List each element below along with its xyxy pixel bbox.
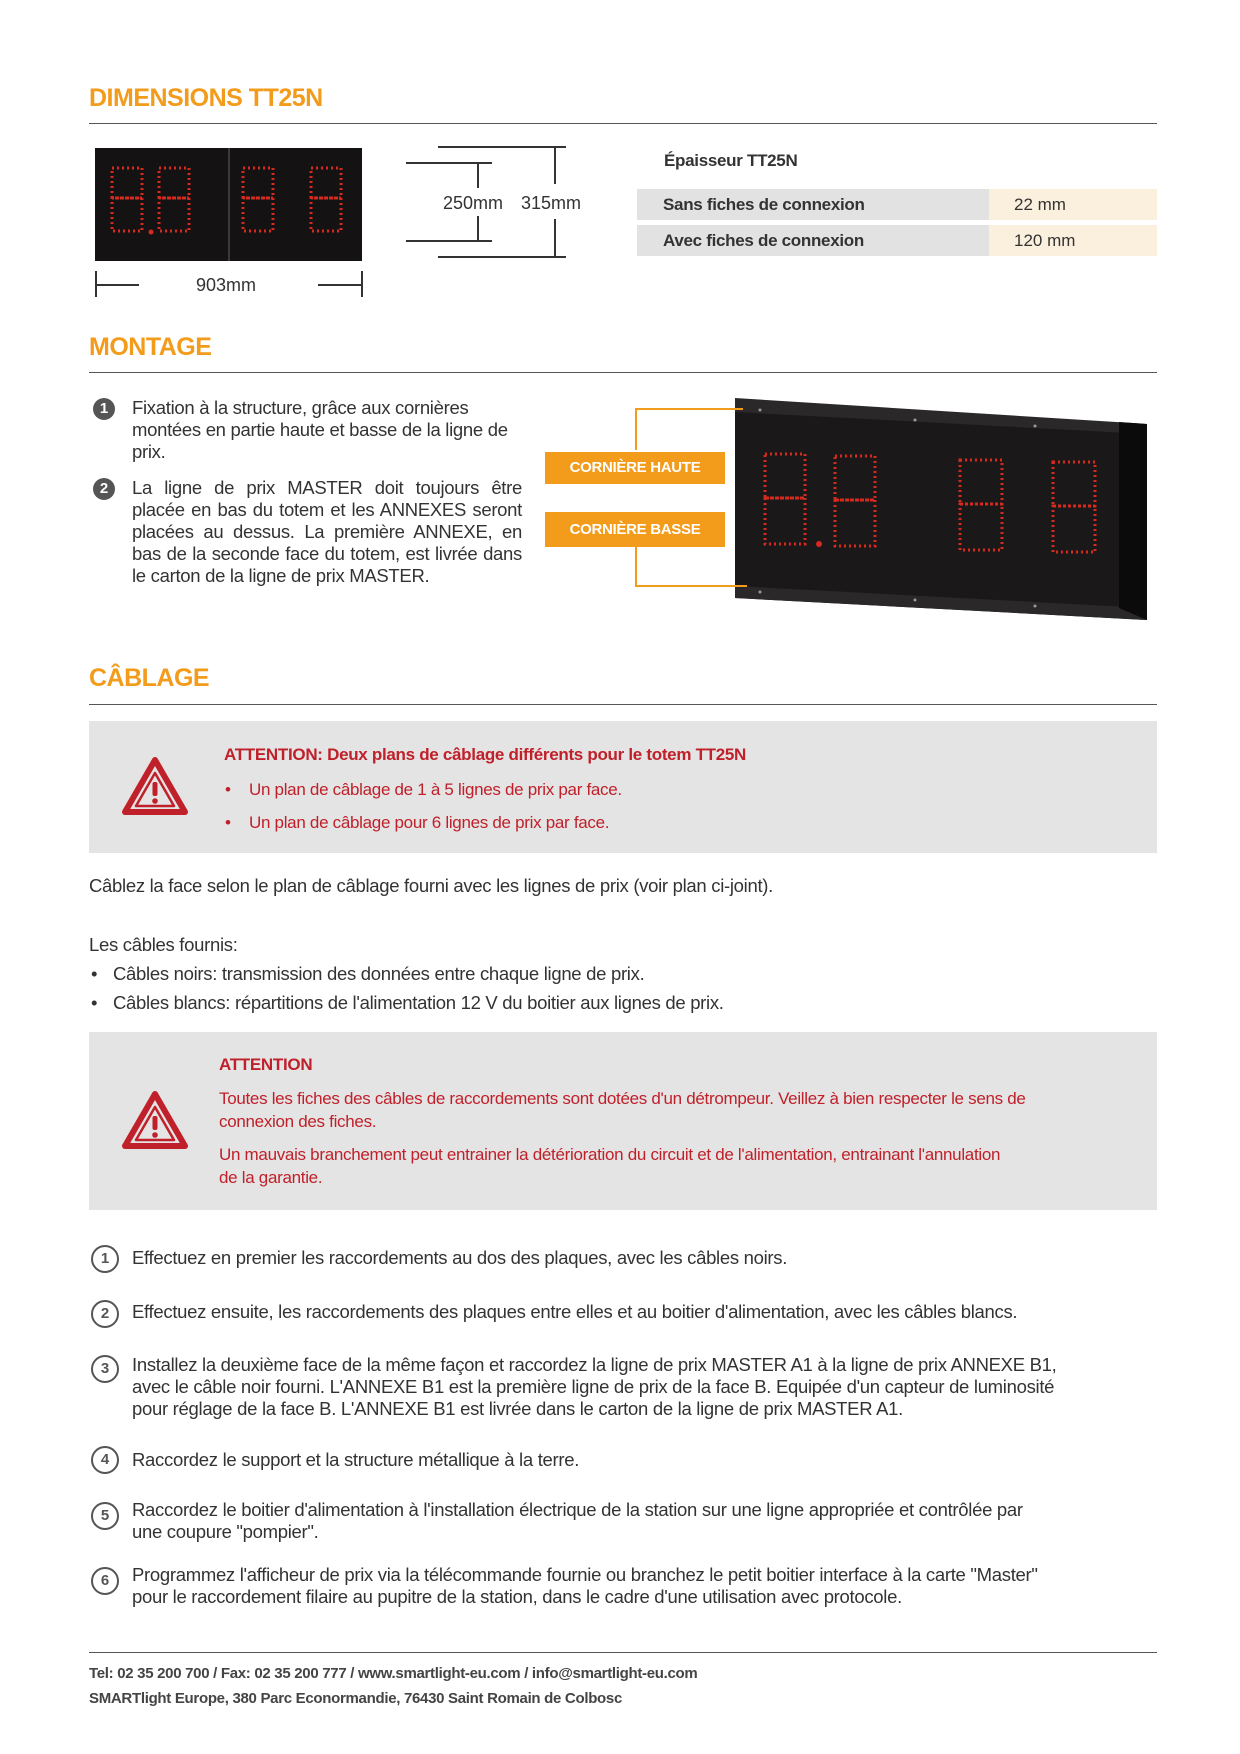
dimension-line xyxy=(95,284,139,286)
dimension-line xyxy=(318,284,362,286)
divider xyxy=(89,372,1157,373)
section-title-dimensions: DIMENSIONS TT25N xyxy=(89,84,323,112)
alert-text: Toutes les fiches des câbles de raccordements sont dotées d'un détrompeur. Veillez à bien respecter le sens de xyxy=(219,1089,1026,1108)
alert-text: connexion des fiches. xyxy=(219,1112,377,1131)
alert-title: ATTENTION: Deux plans de câblage différents pour le totem TT25N xyxy=(224,745,747,764)
callout-line xyxy=(635,585,747,587)
thickness-row-value: 120 mm xyxy=(989,225,1157,256)
thickness-row-label: Avec fiches de connexion xyxy=(637,225,989,256)
cable-item: Câbles blancs: répartitions de l'alimentation 12 V du boitier aux lignes de prix. xyxy=(113,992,724,1013)
step-number-badge: 6 xyxy=(91,1567,119,1595)
dimension-line xyxy=(554,146,556,184)
step-number-badge: 4 xyxy=(91,1446,119,1474)
dimension-line xyxy=(406,240,492,242)
montage-step-text: Fixation à la structure, grâce aux cornières montées en partie haute et basse de la ligne de prix. xyxy=(132,397,508,462)
dimension-line xyxy=(438,256,566,258)
cablage-step-line: une coupure "pompier". xyxy=(132,1521,319,1542)
callout-line xyxy=(635,408,637,450)
alert-title: ATTENTION xyxy=(219,1055,313,1074)
step-number-badge: 5 xyxy=(91,1502,119,1530)
callout-line xyxy=(635,408,743,410)
step-number-badge: 2 xyxy=(93,478,115,500)
led-display-front xyxy=(95,148,362,261)
cablage-step-line: Installez la deuxième face de la même façon et raccordez la ligne de prix MASTER A1 à la ligne de prix ANNEXE B1, xyxy=(132,1354,1057,1375)
footer-divider xyxy=(89,1652,1157,1653)
divider xyxy=(89,704,1157,705)
alert-text: de la garantie. xyxy=(219,1168,323,1187)
divider xyxy=(89,123,1157,124)
callout-line xyxy=(635,547,637,587)
cablage-step-line: pour réglage de la face B. L'ANNEXE B1 est livrée dans le carton de la ligne de prix MASTER A1. xyxy=(132,1398,903,1419)
thickness-title: Épaisseur TT25N xyxy=(664,151,798,170)
step-number-badge: 2 xyxy=(91,1300,119,1328)
label-corniere-basse: CORNIÈRE BASSE xyxy=(545,512,725,547)
alert-item: Un plan de câblage pour 6 lignes de prix par face. xyxy=(249,813,610,832)
section-title-montage: MONTAGE xyxy=(89,333,212,361)
step-number-badge: 1 xyxy=(93,398,115,420)
step-number-badge: 3 xyxy=(91,1355,119,1383)
thickness-row-value: 22 mm xyxy=(989,189,1157,220)
warning-triangle-icon xyxy=(121,1089,189,1151)
dimension-line xyxy=(554,219,556,257)
width-dimension-label: 903mm xyxy=(196,275,257,295)
led-display-3d-graphic xyxy=(735,398,1147,620)
cablage-step-line: avec le câble noir fourni. L'ANNEXE B1 est la première ligne de prix de la face B. Equipée d'un capteur de luminosité xyxy=(132,1376,1055,1397)
cablage-step-line: Effectuez en premier les raccordements au dos des plaques, avec les câbles noirs. xyxy=(132,1247,788,1268)
alert-item: Un plan de câblage de 1 à 5 lignes de prix par face. xyxy=(249,780,622,799)
cable-item: Câbles noirs: transmission des données entre chaque ligne de prix. xyxy=(113,963,645,984)
cablage-step-line: Raccordez le boitier d'alimentation à l'installation électrique de la station sur une ligne appropriée et contrôlée par xyxy=(132,1499,1023,1520)
dimension-line xyxy=(477,162,479,188)
step-number-badge: 1 xyxy=(91,1245,119,1273)
section-title-cablage: CÂBLAGE xyxy=(89,664,210,692)
dimension-line xyxy=(406,162,492,164)
footer-contact: Tel: 02 35 200 700 / Fax: 02 35 200 777 / www.smartlight-eu.com / info@smartlight-eu.com xyxy=(89,1665,698,1682)
thickness-row-label: Sans fiches de connexion xyxy=(637,189,989,220)
cablage-step-line: Effectuez ensuite, les raccordements des plaques entre elles et au boitier d'alimentation, avec les câbles blancs. xyxy=(132,1301,1018,1322)
cablage-intro: Câblez la face selon le plan de câblage fourni avec les lignes de prix (voir plan ci-joint). xyxy=(89,875,774,896)
alert-bullet: • xyxy=(225,813,231,832)
alert-bullet: • xyxy=(225,780,231,799)
led-digits-graphic xyxy=(95,148,362,261)
alert-text: Un mauvais branchement peut entrainer la détérioration du circuit et de l'alimentation, entrainant l'annulation xyxy=(219,1145,1001,1164)
bullet: • xyxy=(91,963,98,984)
height-outer-label: 315mm xyxy=(521,193,582,213)
alert-box xyxy=(89,721,1157,853)
footer-address: SMARTlight Europe, 380 Parc Econormandie, 76430 Saint Romain de Colbosc xyxy=(89,1690,623,1707)
cablage-step-line: Raccordez le support et la structure métallique à la terre. xyxy=(132,1449,580,1470)
label-corniere-haute: CORNIÈRE HAUTE xyxy=(545,452,725,484)
bullet: • xyxy=(91,992,98,1013)
dimension-line xyxy=(477,216,479,241)
dimension-line xyxy=(438,146,566,148)
warning-triangle-icon xyxy=(121,755,189,817)
alert-box xyxy=(89,1032,1157,1210)
cablage-step-line: pour le raccordement filaire au pupitre de la station, dans le cadre d'une utilisation avec protocole. xyxy=(132,1586,902,1607)
montage-step-text: La ligne de prix MASTER doit toujours être placée en bas du totem et les ANNEXES seront placées au dessus. La première ANNEXE, en bas de la seconde face du totem, est livrée dans le carton de la ligne de prix MASTER. xyxy=(132,477,522,586)
cablage-step-line: Programmez l'afficheur de prix via la télécommande fournie ou branchez le petit boitier interface à la carte "Master" xyxy=(132,1564,1038,1585)
height-inner-label: 250mm xyxy=(443,193,504,213)
cables-heading: Les câbles fournis: xyxy=(89,934,238,955)
